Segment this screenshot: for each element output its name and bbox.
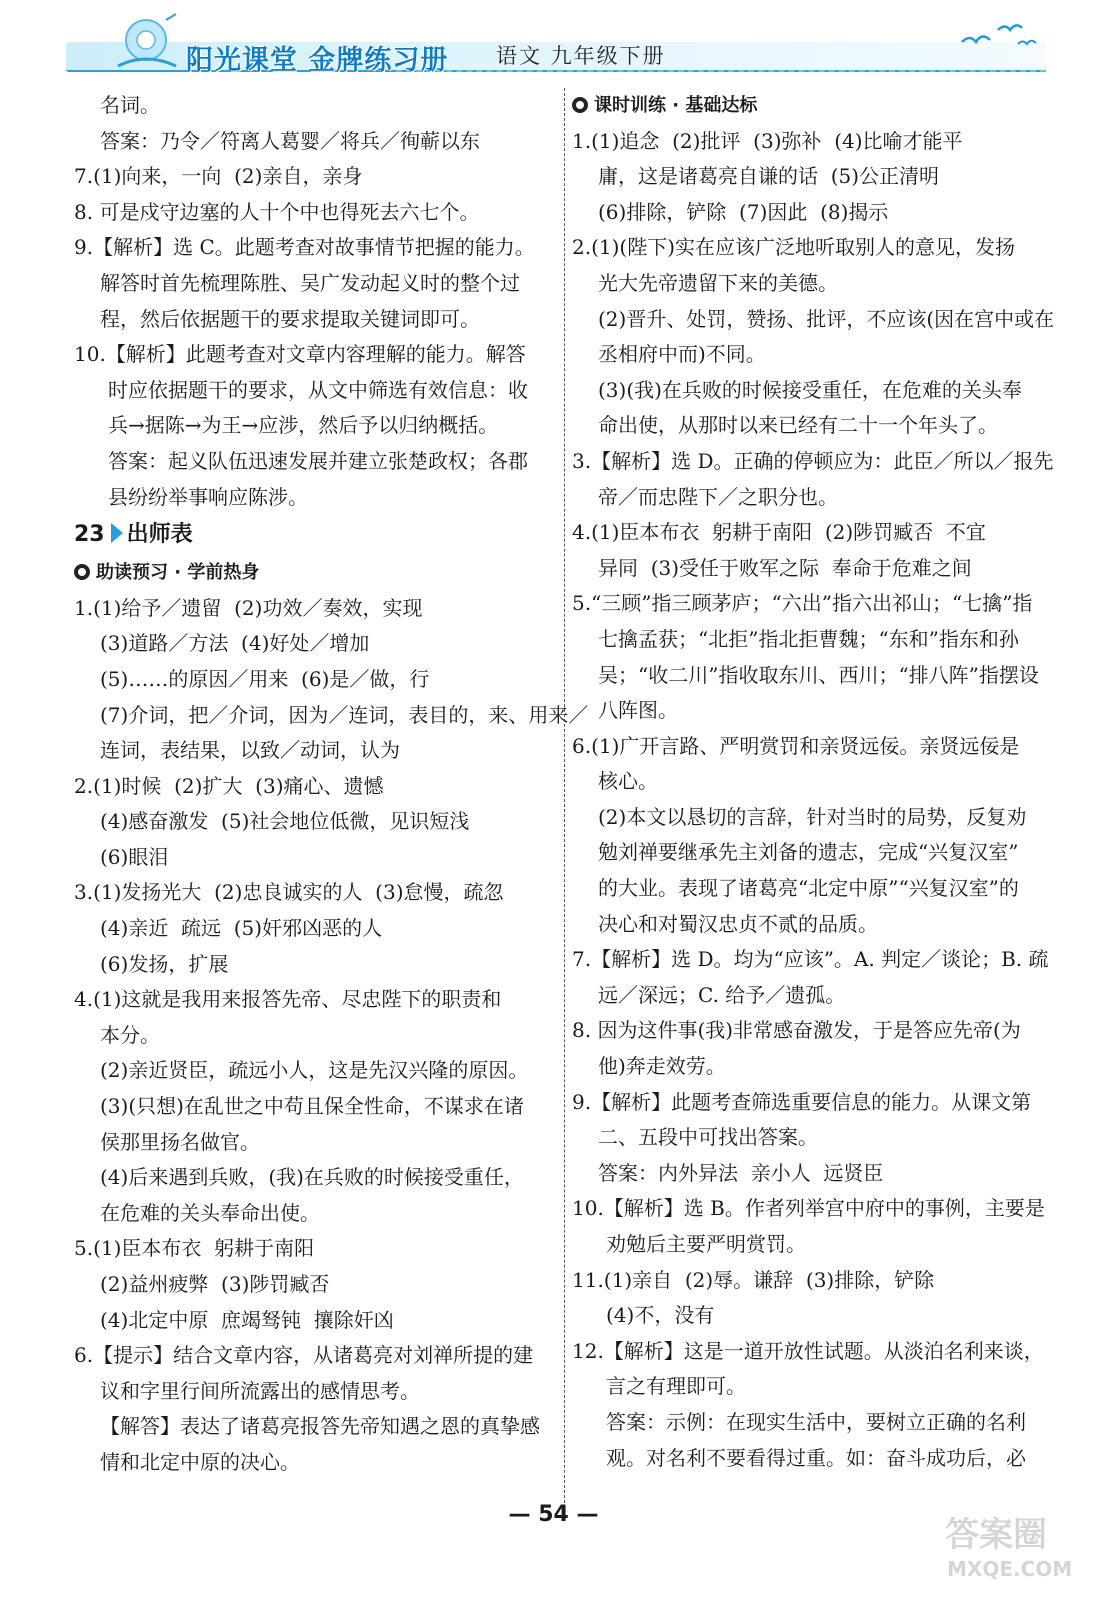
answer-line: (4)北定中原 庶竭驽钝 攘除奸凶 [100,1307,394,1332]
section-bullet-icon [572,97,588,113]
answer-line: 本分。 [100,1022,160,1047]
answer-line: 9.【解析】选 C。此题考查对故事情节把握的能力。 [74,235,535,260]
answer-line: 决心和对蜀汉忠贞不贰的品质。 [598,911,878,936]
answer-line: 3.【解析】选 D。正确的停顿应为：此臣／所以／报先 [572,448,1054,473]
answer-line: 的大业。表现了诸葛亮“北定中原”“兴复汉室”的 [598,876,1019,901]
section-heading-text: 助读预习 · 学前热身 [96,562,260,584]
answer-line: (6)眼泪 [100,844,169,869]
section-heading-text: 课时训练 · 基础达标 [594,95,758,116]
answer-line: 七擒孟获；“北拒”指北拒曹魏；“东和”指东和孙 [598,626,1019,651]
answer-line: (2)益州疲弊 (3)陟罚臧否 [100,1272,330,1296]
answer-line: 4.(1)这就是我用来报答先帝、尽忠陛下的职责和 [74,987,502,1012]
birds-icon [958,14,1038,54]
brand-title: 阳光课堂 金牌练习册 [186,45,449,76]
answer-line: 议和字里行间所流露出的感情思考。 [100,1378,420,1403]
answer-line: 异同 (3)受任于败军之际 奉命于危难之间 [598,555,972,580]
answer-line: 情和北定中原的决心。 [100,1449,300,1474]
answer-line: 吴；“收二川”指收取东川、西川；“排八阵”指摆设 [598,662,1039,687]
column-divider [564,88,565,1518]
answer-line: 二、五段中可找出答案。 [598,1125,818,1150]
lesson-number: 23 [74,522,105,548]
answer-line: 程，然后依据题干的要求提取关键词即可。 [100,306,480,331]
section-heading [572,88,1066,124]
answer-line: 时应依据题干的要求，从文中筛选有效信息：收 [108,377,528,402]
answer-line: 八阵图。 [598,698,678,723]
section-bullet-icon [74,564,90,580]
answer-line: 9.【解析】此题考查筛选重要信息的能力。从课文第 [572,1089,1032,1114]
header-dotted-rule [396,70,1046,72]
answer-line: (4)感奋激发 (5)社会地位低微，见识短浅 [100,809,470,834]
answer-line: 勉刘禅要继承先主刘备的遗志，完成“兴复汉室” [598,840,1019,865]
chevron-right-icon [111,523,123,543]
section-heading [74,555,560,591]
answer-line: 3.(1)发扬光大 (2)忠良诚实的人 (3)怠慢，疏忽 [74,880,504,905]
answer-line: (3)(只想)在乱世之中苟且保全性命，不谋求在诸 [100,1094,524,1119]
answer-line: (2)亲近贤臣，疏远小人，这是先汉兴隆的原因。 [100,1058,529,1083]
answer-line: 县纷纷举事响应陈涉。 [108,484,308,509]
answer-line: 10.【解析】选 B。作者列举宫中府中的事例，主要是 [572,1196,1045,1221]
answer-line: 核心。 [598,769,658,794]
answer-line: 侯那里扬名做官。 [100,1129,260,1154]
answer-line: (4)亲近 疏远 (5)奸邪凶恶的人 [100,916,383,941]
answer-line: (4)后来遇到兵败，(我)在兵败的时候接受重任， [100,1165,524,1190]
sun-logo-icon [110,12,184,76]
answer-line: 兵→据陈→为王→应涉，然后予以归纳概括。 [108,413,499,438]
answer-line: 11.(1)亲自 (2)辱。谦辞 (3)排除，铲除 [572,1267,935,1292]
page-header [66,10,1066,80]
answer-line: (3)道路／方法 (4)好处／增加 [100,631,370,656]
answer-line: 1.(1)追念 (2)批评 (3)弥补 (4)比喻才能平 [572,128,963,153]
answer-line: 连词，表结果，以致／动词，认为 [100,738,400,763]
answer-line: 答案：乃令／符离人葛婴／将兵／徇蕲以东 [100,128,480,153]
answer-line: 观。对名利不要看得过重。如：奋斗成功后，必 [606,1445,1026,1470]
answer-line: 他)奔走效劳。 [598,1054,726,1079]
watermark-logo [937,1506,1087,1586]
answer-line: 答案：起义队伍迅速发展并建立张楚政权；各郡 [108,448,528,473]
answer-line: 2.(1)(陛下)实在应该广泛地听取别人的意见，发扬 [572,235,1016,260]
lesson-title: 出师表 [126,522,193,548]
answer-line: 5.“三顾”指三顾茅庐；“六出”指六出祁山；“七擒”指 [572,591,1033,616]
watermark-bottom: MXQE.COM [947,1557,1073,1581]
answer-line: 答案：示例：在现实生活中，要树立正确的名利 [606,1409,1026,1434]
answer-line: 4.(1)臣本布衣 躬耕于南阳 (2)陟罚臧否 不宜 [572,520,986,545]
answer-line: 6.【提示】结合文章内容，从诸葛亮对刘禅所提的建 [74,1343,534,1368]
book-subject: 语文 九年级下册 [496,44,666,68]
answer-line: 10.【解析】此题考查对文章内容理解的能力。解答 [74,342,526,367]
answer-line: 丞相府中而)不同。 [598,342,766,367]
answer-line: 7.【解析】选 D。均为“应该”。A. 判定／谈论；B. 疏 [572,947,1049,972]
answer-line: (4)不，没有 [606,1303,715,1328]
answer-line: 命出使，从那时以来已经有二十一个年头了。 [598,413,998,438]
answer-line: (2)晋升、处罚，赞扬、批评，不应该(因在宫中或在 [598,306,1055,331]
answer-line: (5)……的原因／用来 (6)是／做，行 [100,666,430,691]
answer-line: 6.(1)广开言路、严明赏罚和亲贤远佞。亲贤远佞是 [572,733,1020,758]
answer-line: 光大先帝遗留下来的美德。 [598,270,838,295]
answer-line: 在危难的关头奉命出使。 [100,1200,320,1225]
answer-line: 2.(1)时候 (2)扩大 (3)痛心、遗憾 [74,773,384,798]
page-number: — 54 — [508,1502,599,1527]
answer-line: (6)排除，铲除 (7)因此 (8)揭示 [598,199,889,224]
answer-line: (2)本文以恳切的言辞，针对当时的局势，反复劝 [598,804,1027,829]
answer-line: 1.(1)给予／遗留 (2)功效／奏效，实现 [74,595,423,620]
answer-line: 8. 可是戍守边塞的人十个中也得死去六七个。 [74,199,480,224]
answer-line: 12.【解析】这是一道开放性试题。从淡泊名利来谈， [572,1338,1044,1363]
answer-line: 7.(1)向来，一向 (2)亲自，亲身 [74,164,363,189]
answer-line: 远／深远；C. 给予／遗孤。 [598,982,846,1007]
answer-line: (3)(我)在兵败的时候接受重任，在危难的关头奉 [598,377,1022,402]
answer-line: 庸，这是诸葛亮自谦的话 (5)公正清明 [598,164,940,189]
answer-line: 5.(1)臣本布衣 躬耕于南阳 [74,1236,315,1261]
lesson-heading [74,515,560,555]
answer-line: 【解答】表达了诸葛亮报答先帝知遇之恩的真挚感 [100,1414,540,1439]
answer-line: 名词。 [100,93,160,117]
answer-line: (7)介词，把／介词，因为／连词，表目的，来、用来／ [100,702,589,727]
answer-line: 言之有理即可。 [606,1374,746,1399]
answer-line: (6)发扬，扩展 [100,951,229,976]
right-column [572,88,1066,1476]
answer-line: 8. 因为这件事(我)非常感奋激发，于是答应先帝(为 [572,1018,1021,1043]
answer-line: 答案：内外异法 亲小人 远贤臣 [598,1160,884,1185]
left-column [74,88,589,1481]
answer-line: 帝／而忠陛下／之职分也。 [598,484,838,509]
watermark-top: 答案圈 [945,1515,1047,1555]
answer-line: 解答时首先梳理陈胜、吴广发动起义时的整个过 [100,270,520,295]
answer-line: 劝勉后主要严明赏罚。 [606,1232,806,1256]
